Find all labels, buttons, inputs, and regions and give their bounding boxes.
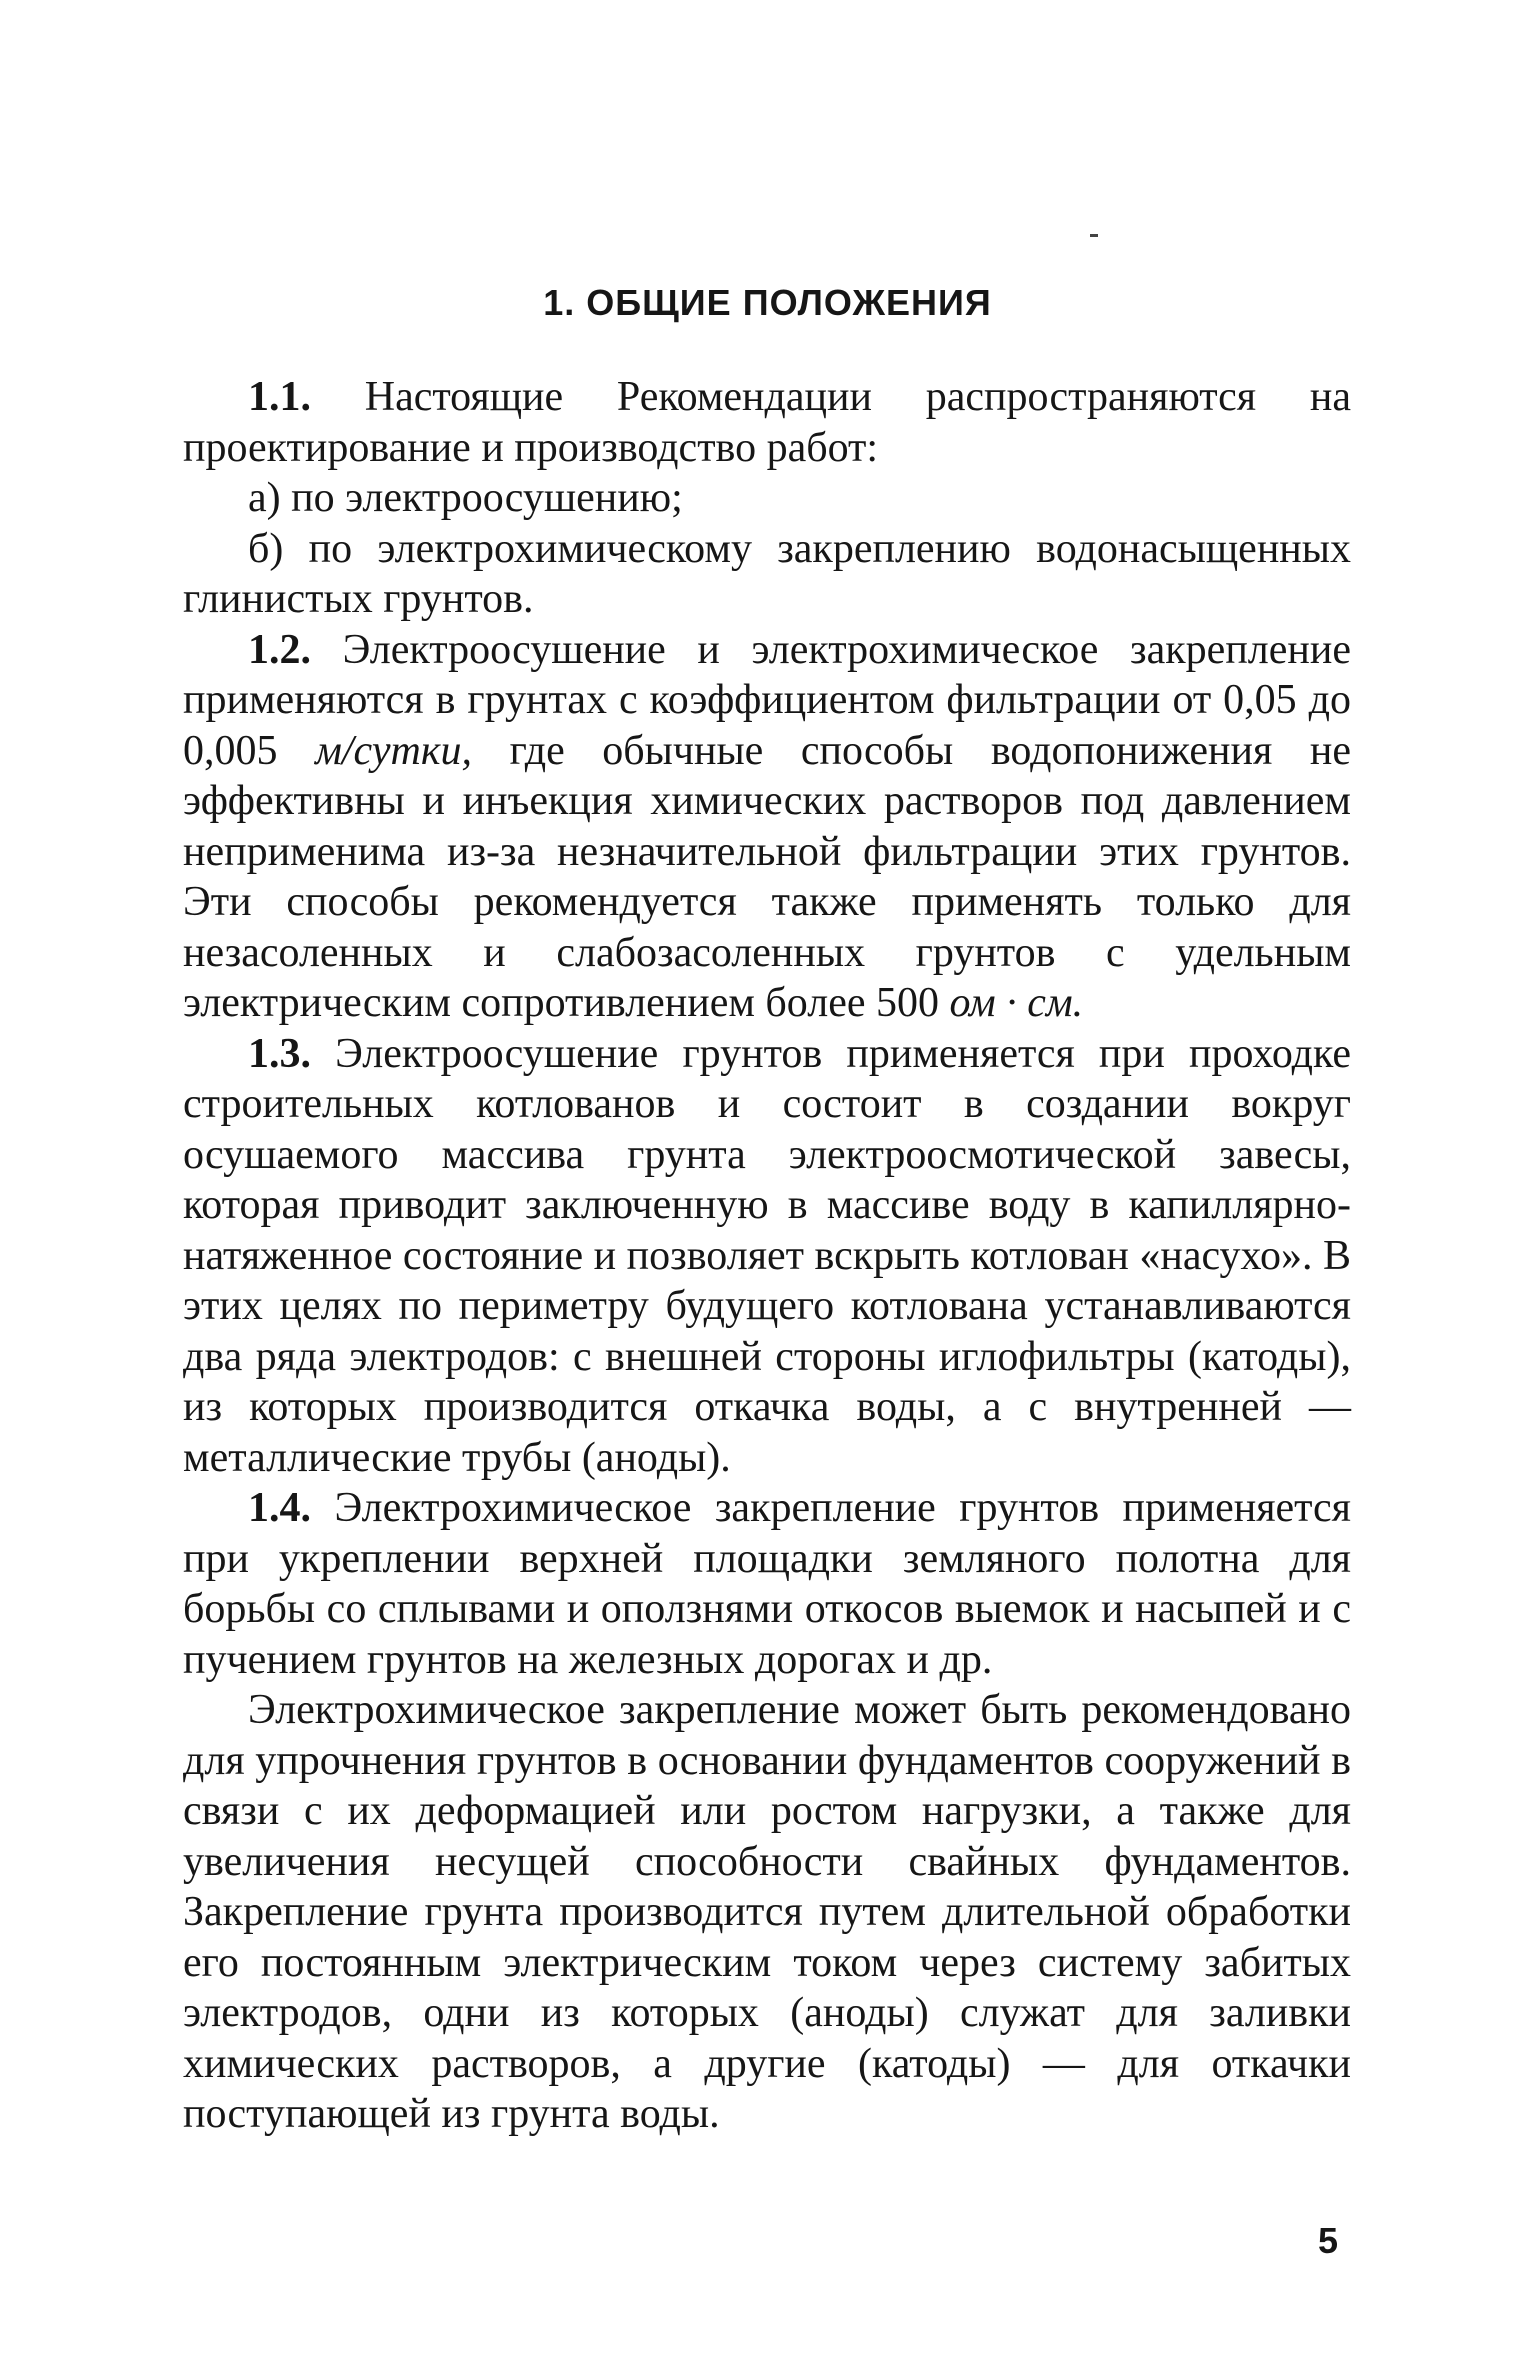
page-number: 5 xyxy=(1318,2220,1339,2261)
paragraph-1-1 xyxy=(183,372,1351,473)
list-item-a: а) по электроосушению; xyxy=(248,475,683,521)
body-text xyxy=(183,372,1351,2140)
paragraph-1-2-text-1: Электроосушение и электрохимическое закрепление применяются в грунтах с коэффициентом фильтрации от 0,05 до 0,005 xyxy=(183,626,1351,774)
paragraph-1-4-text: Электрохимическое закрепление грунтов применяется при укреплении верхней площадки земляного полотна для борьбы со сплывами и оползнями откосов выемок и насыпей и с пучением грунтов на железных дорогах и др. xyxy=(183,1485,1351,1683)
section-heading: 1. ОБЩИЕ ПОЛОЖЕНИЯ xyxy=(543,282,992,323)
unit-m-per-day: м/сутки, xyxy=(315,727,473,774)
clause-number-1-3: 1.3. xyxy=(248,1030,311,1077)
clause-number-1-1: 1.1. xyxy=(248,374,311,420)
paragraph-1-2 xyxy=(183,625,1351,1029)
unit-ohm-cm: ом · см. xyxy=(949,980,1084,1026)
paragraph-1-4 xyxy=(183,1483,1351,1685)
print-speck xyxy=(1090,234,1098,237)
clause-number-1-2: 1.2. xyxy=(248,626,311,673)
clause-number-1-4: 1.4. xyxy=(248,1485,311,1531)
paragraph-1-2-text-2: где обычные способы водопонижения не эффективны и инъекция химических растворов под давлением неприменима из-за незначительной фильтрации этих грунтов. Эти способы рекомендуется также применять только для незасоленных и слабозасоленных грунтов с удельным электрическим сопротивлением более 500 xyxy=(183,727,1352,1026)
paragraph-1-1-text: Настоящие Рекомендации распространяются на проектирование и производство работ: xyxy=(183,374,1351,471)
paragraph-1-3 xyxy=(183,1029,1351,1484)
paragraph-1-4-continuation: Электрохимическое закрепление может быть рекомендовано для упрочнения грунтов в основании фундаментов сооружений в связи с их деформацией или ростом нагрузки, а также для увеличения несущей способности свайных фундаментов. Закрепление грунта производится путем длительной обработки его постоянным электрическим током через систему забитых электродов, одни из которых (аноды) служат для заливки химических растворов, а другие (катоды) — для откачки поступающей из грунта воды. xyxy=(183,1687,1351,2137)
paragraph-1-3-text: Электроосушение грунтов применяется при проходке строительных котлованов и состоит в создании вокруг осушаемого массива грунта электроосмотической завесы, которая приводит заключенную в массиве воду в капиллярно-натяженное состояние и позволяет вскрыть котлован «насухо». В этих целях по периметру будущего котлована устанавливаются два ряда электродов: с внешней стороны иглофильтры (катоды), из которых производится откачка воды, а с внутренней — металлические трубы (аноды). xyxy=(183,1030,1351,1481)
list-item-b: б) по электрохимическому закреплению водонасыщенных глинистых грунтов. xyxy=(183,525,1351,622)
